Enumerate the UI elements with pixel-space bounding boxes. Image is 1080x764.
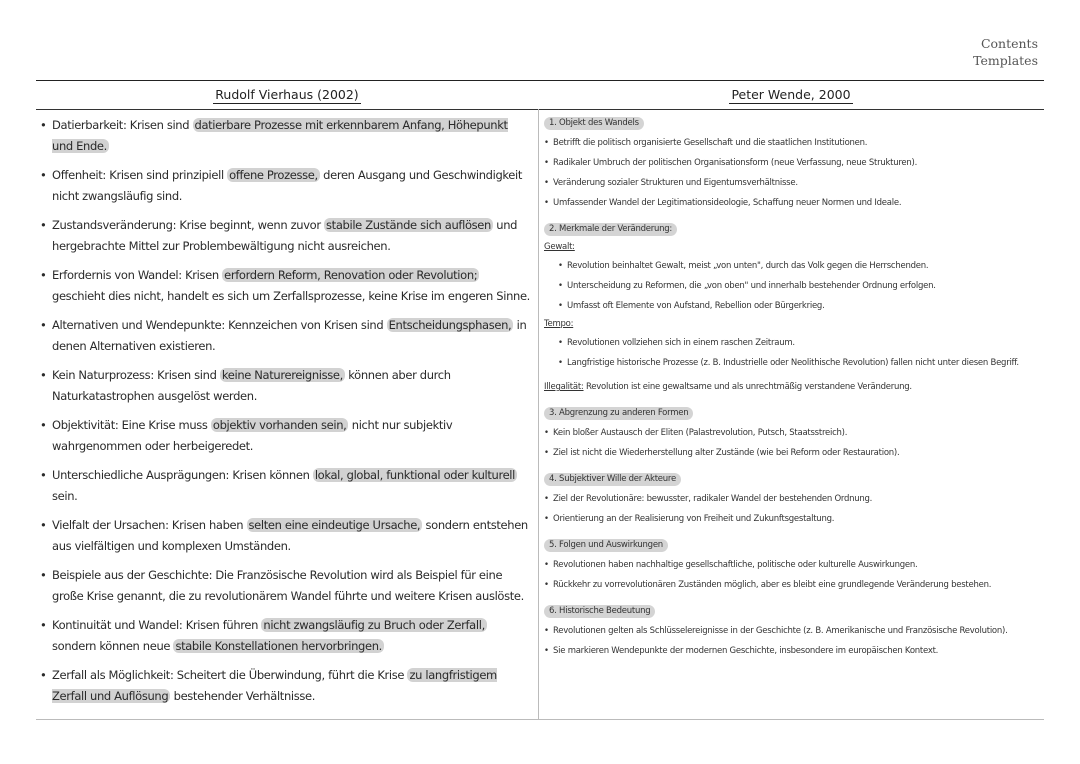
list-item: • Kein bloßer Austausch der Eliten (Palastrevolution, Putsch, Staatsstreich). [544,423,1038,443]
list-item: • Ziel ist nicht die Wiederherstellung alter Zustände (wie bei Reform oder Restauration). [544,443,1038,463]
subheading-gewalt: Gewalt: [544,242,575,252]
left-column-header [36,81,538,109]
list-item: • Umfasst oft Elemente von Aufstand, Rebellion oder Bürgerkrieg. [558,296,1038,316]
section-abgrenzung [544,405,1038,463]
list-item: • Kontinuität und Wandel: Krisen führen nicht zwangsläufig zu Bruch oder Zerfall, sondern können neue stabile Konstellationen hervorbringen. [40,615,530,657]
list-item: • Revolutionen vollziehen sich in einem raschen Zeitraum. [558,333,1038,353]
list-item: • Offenheit: Krisen sind prinzipiell offene Prozesse, deren Ausgang und Geschwindigkeit nicht zwangsläufig sind. [40,165,530,207]
section-folgen [544,537,1038,595]
list-item: • Datierbarkeit: Krisen sind datierbare Prozesse mit erkennbarem Anfang, Höhepunkt und Ende. [40,115,530,157]
illegalitaet-note [544,377,1038,397]
wende-column [544,115,1038,669]
list-item: • Alternativen und Wendepunkte: Kennzeichen von Krisen sind Entscheidungsphasen, in denen Alternativen existieren. [40,315,530,357]
list-item: • Betrifft die politisch organisierte Gesellschaft und die staatlichen Institutionen. [544,133,1038,153]
illegalitaet-text: Revolution ist eine gewaltsame und als unrechtmäßig verstandene Veränderung. [583,382,912,392]
section-heading: 3. Abgrenzung zu anderen Formen [544,407,693,420]
section-heading: 5. Folgen und Auswirkungen [544,539,668,552]
list-item: • Radikaler Umbruch der politischen Organisationsform (neue Verfassung, neue Strukturen). [544,153,1038,173]
list-item: • Revolution beinhaltet Gewalt, meist „von unten", durch das Volk gegen die Herrschenden. [558,256,1038,276]
list-item: • Langfristige historische Prozesse (z. B. Industrielle oder Neolithische Revolution) fallen nicht unter diesen Begriff. [558,353,1038,373]
list-item: • Beispiele aus der Geschichte: Die Französische Revolution wird als Beispiel für eine große Krise genannt, die zu revolutionärem Wandel führte und weitere Krisen auslöste. [40,565,530,607]
list-item: • Revolutionen gelten als Schlüsselereignisse in der Geschichte (z. B. Amerikanische und Französische Revolution). [544,621,1038,641]
list-item: • Kein Naturprozess: Krisen sind keine Naturereignisse, können aber durch Naturkatastrophen ausgelöst werden. [40,365,530,407]
right-header-text: Peter Wende, 2000 [731,87,851,102]
section-merkmale [544,221,1038,397]
list-item: • Revolutionen haben nachhaltige gesellschaftliche, politische oder kulturelle Auswirkungen. [544,555,1038,575]
section-heading: 2. Merkmale der Veränderung: [544,223,677,236]
list-item: • Veränderung sozialer Strukturen und Eigentumsverhältnisse. [544,173,1038,193]
list-item: • Objektivität: Eine Krise muss objektiv vorhanden sein, nicht nur subjektiv wahrgenommen oder herbeigeredet. [40,415,530,457]
column-divider [538,109,539,719]
section-heading: 4. Subjektiver Wille der Akteure [544,473,681,486]
top-navigation [973,35,1038,69]
list-item: • Zustandsveränderung: Krise beginnt, wenn zuvor stabile Zustände sich auflösen und hergebrachte Mittel zur Problembewältigung nicht ausreichen. [40,215,530,257]
list-item: • Rückkehr zu vorrevolutionären Zuständen möglich, aber es bleibt eine grundlegende Veränderung bestehen. [544,575,1038,595]
section-wille [544,471,1038,529]
section-heading: 6. Historische Bedeutung [544,605,655,618]
subheading-tempo: Tempo: [544,319,574,329]
list-item: • Unterscheidung zu Reformen, die „von oben" und innerhalb bestehender Ordnung erfolgen. [558,276,1038,296]
comparison-table [36,80,1044,720]
contents-link[interactable]: Contents [980,36,1038,51]
vierhaus-column [40,115,530,715]
header-rule [36,109,1044,110]
list-item: • Zerfall als Möglichkeit: Scheitert die Überwindung, führt die Krise zu langfristigem Zerfall und Auflösung bestehender Verhältnisse. [40,665,530,707]
list-item: • Umfassender Wandel der Legitimationsideologie, Schaffung neuer Normen und Ideale. [544,193,1038,213]
list-item: • Vielfalt der Ursachen: Krisen haben selten eine eindeutige Ursache, sondern entstehen aus vielfältigen und komplexen Umständen. [40,515,530,557]
right-column-header [538,81,1044,109]
section-objekt [544,115,1038,213]
left-header-text: Rudolf Vierhaus (2002) [215,87,359,102]
list-item: • Orientierung an der Realisierung von Freiheit und Zukunftsgestaltung. [544,509,1038,529]
illegalitaet-label: Illegalität: [544,382,584,392]
list-item: • Unterschiedliche Ausprägungen: Krisen können lokal, global, funktional oder kulturell sein. [40,465,530,507]
section-bedeutung [544,603,1038,661]
templates-link[interactable]: Templates [973,53,1038,68]
list-item: • Ziel der Revolutionäre: bewusster, radikaler Wandel der bestehenden Ordnung. [544,489,1038,509]
list-item: • Sie markieren Wendepunkte der modernen Geschichte, insbesondere im europäischen Kontext. [544,641,1038,661]
section-heading: 1. Objekt des Wandels [544,117,644,130]
list-item: • Erfordernis von Wandel: Krisen erfordern Reform, Renovation oder Revolution; geschieht dies nicht, handelt es sich um Zerfallsprozesse, keine Krise im engeren Sinne. [40,265,530,307]
